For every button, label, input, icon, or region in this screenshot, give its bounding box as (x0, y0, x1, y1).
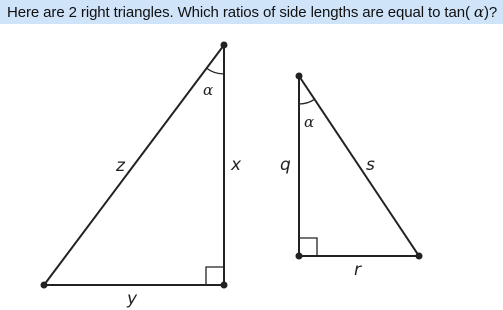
question-angle-symbol: α (473, 3, 484, 21)
question-suffix: )? (483, 4, 498, 21)
right-vertex-top (296, 73, 303, 80)
left-angle-arc (207, 68, 224, 74)
right-angle-arc (299, 99, 315, 104)
right-horizontal-label: r (354, 260, 361, 280)
left-horizontal-label: y (127, 289, 138, 309)
right-right-angle-marker (299, 238, 317, 256)
right-angle-label: α (304, 113, 315, 131)
right-hypotenuse-label: s (366, 155, 375, 175)
left-vertex-top (221, 42, 228, 49)
right-triangle-outline (299, 76, 419, 256)
left-hypotenuse-label: z (116, 156, 125, 176)
left-angle-label: α (203, 81, 214, 99)
right-triangle (280, 73, 423, 281)
left-vertex-right-angle (221, 282, 228, 289)
left-vertex-bottom-left (41, 282, 48, 289)
left-triangle-outline (44, 45, 224, 285)
question-prefix: Here are 2 right triangles. Which ratios of side lengths are equal to tan( (7, 4, 474, 21)
left-triangle (41, 42, 243, 310)
right-vertical-label: q (280, 155, 291, 175)
right-vertex-bottom-right (416, 253, 423, 260)
left-right-angle-marker (206, 267, 224, 285)
left-vertical-label: x (231, 155, 242, 175)
right-vertex-right-angle (296, 253, 303, 260)
